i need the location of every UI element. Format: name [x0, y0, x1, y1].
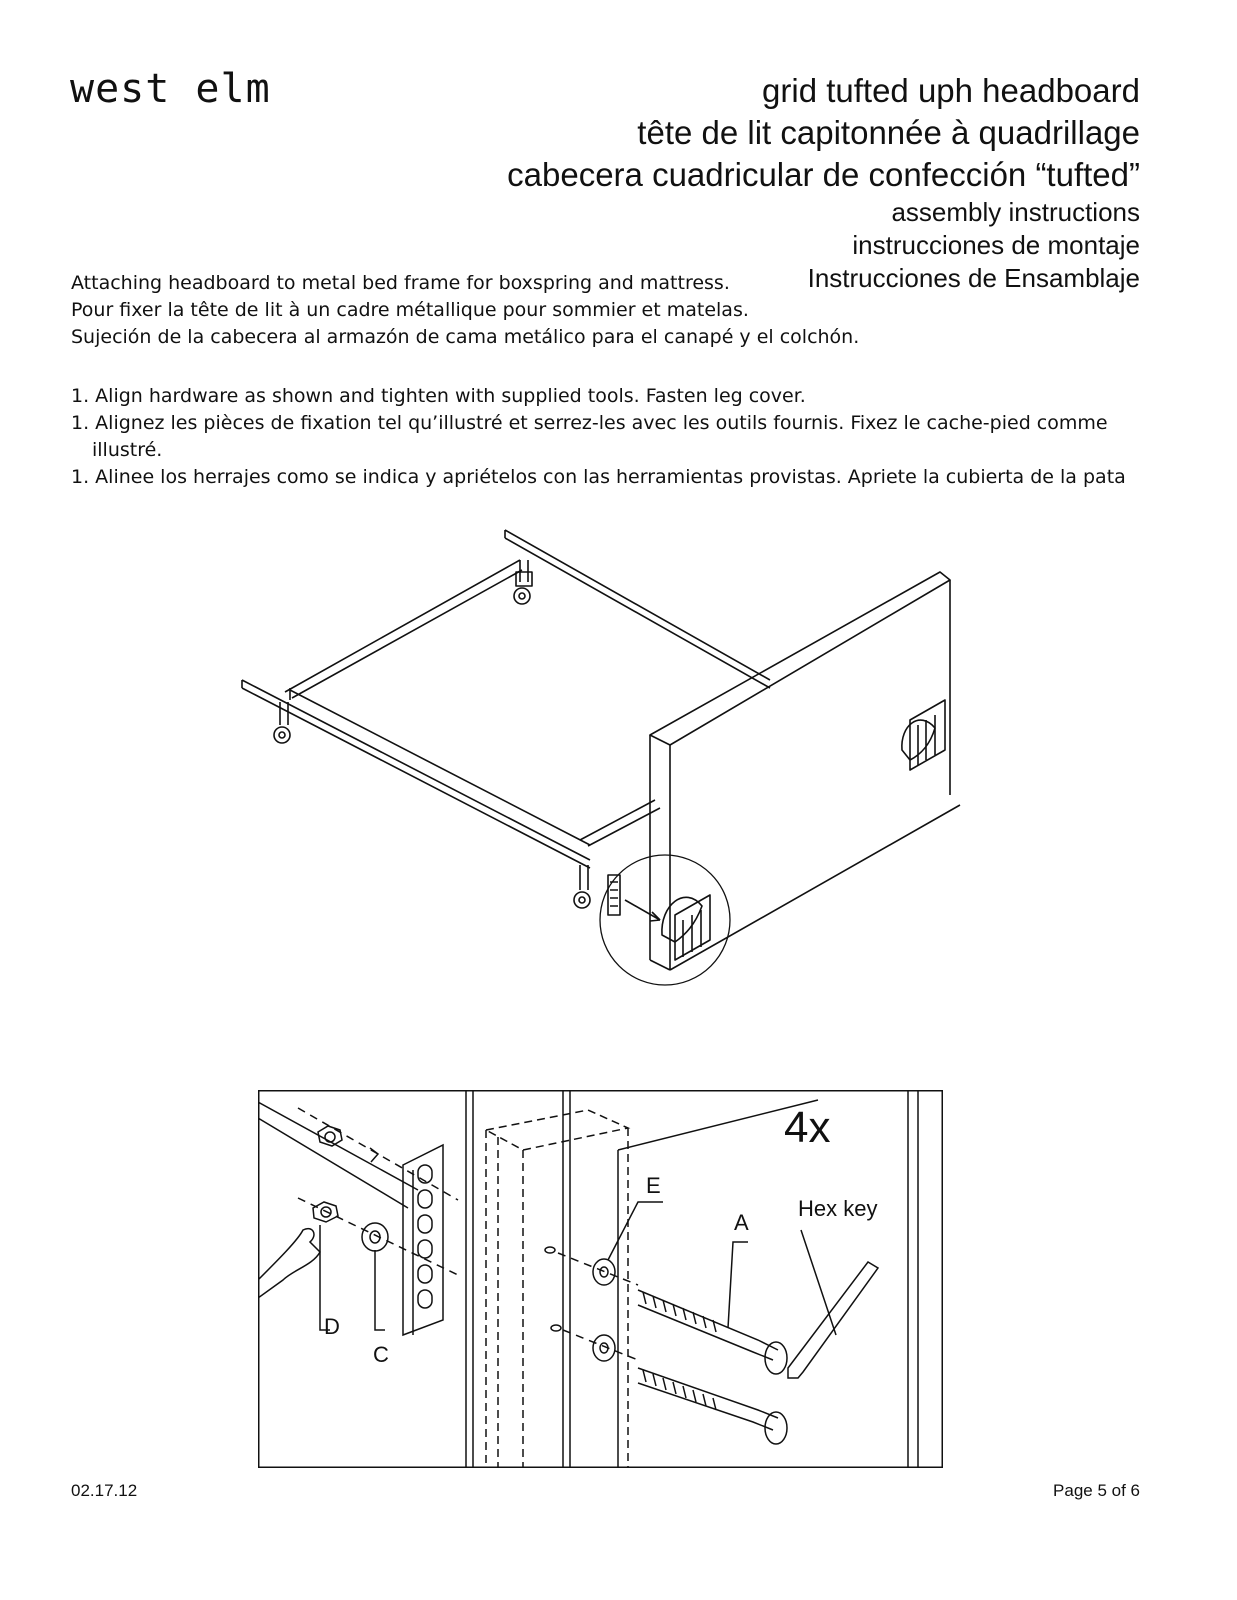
- title-english: grid tufted uph headboard: [762, 72, 1140, 109]
- label-c: C: [373, 1342, 389, 1367]
- title-spanish: cabecera cuadricular de confección “tufted”: [507, 156, 1140, 193]
- label-d: D: [324, 1314, 340, 1339]
- subtitle-spanish-1: instrucciones de montaje: [852, 230, 1140, 260]
- step-list: [71, 383, 1151, 491]
- hardware-labels: [258, 1090, 943, 1468]
- intro-french: Pour fixer la tête de lit à un cadre métallique pour sommier et matelas.: [71, 299, 749, 321]
- footer-date: 02.17.12: [71, 1481, 138, 1500]
- subtitle-english: assembly instructions: [891, 197, 1140, 227]
- label-e: E: [646, 1173, 661, 1198]
- step-english: 1. Align hardware as shown and tighten with supplied tools. Fasten leg cover.: [71, 385, 806, 407]
- brand-logo: west elm: [70, 66, 271, 112]
- title-block: [507, 70, 1140, 295]
- intro-text: [71, 270, 859, 351]
- quantity-label: 4x: [784, 1103, 831, 1152]
- footer-page-number: Page 5 of 6: [1053, 1481, 1140, 1500]
- title-french: tête de lit capitonnée à quadrillage: [637, 114, 1140, 151]
- step-french: 1. Alignez les pièces de fixation tel qu’illustré et serrez-les avec les outils fournis. Fixez le cache-pied comme illustré.: [71, 412, 1108, 461]
- step-spanish: 1. Alinee los herrajes como se indica y apriételos con las herramientas provistas. Apriete la cubierta de la pata: [71, 466, 1126, 488]
- label-a: A: [734, 1210, 749, 1235]
- intro-english: Attaching headboard to metal bed frame for boxspring and mattress.: [71, 272, 730, 294]
- intro-spanish: Sujeción de la cabecera al armazón de cama metálico para el canapé y el colchón.: [71, 326, 860, 348]
- bed-frame-illustration: [230, 520, 1000, 990]
- label-hex-key: Hex key: [798, 1196, 878, 1221]
- subtitle-spanish-2: Instrucciones de Ensamblaje: [807, 263, 1140, 293]
